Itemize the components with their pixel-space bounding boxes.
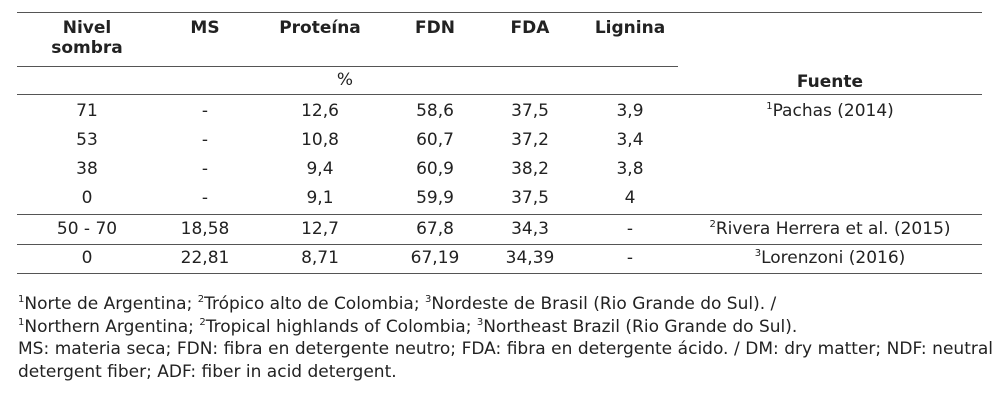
cell-nivel: 38	[76, 159, 98, 179]
cell-lignina: 3,9	[616, 101, 644, 121]
cell-fda: 38,2	[511, 159, 549, 179]
cell-fdn: 60,7	[416, 130, 454, 150]
cell-lignina: -	[626, 219, 634, 239]
cell-lignina: 3,8	[616, 159, 644, 179]
cell-proteina: 12,7	[301, 219, 339, 239]
header-ms: MS	[190, 18, 220, 38]
cell-fdn: 67,8	[416, 219, 454, 239]
header-proteina: Proteína	[279, 18, 361, 38]
cell-nivel: 71	[76, 101, 98, 121]
cell-fuente: $^3$Lorenzoni (2016)	[754, 248, 906, 268]
group-rule-2	[17, 214, 982, 215]
header-lignina: Lignina	[594, 18, 666, 38]
cell-ms: 22,81	[180, 248, 230, 268]
cell-proteina: 9,1	[306, 188, 334, 208]
cell-proteina: 9,4	[306, 159, 334, 179]
group-rule-3	[17, 244, 982, 245]
header-fuente: Fuente	[796, 72, 864, 92]
cell-fda: 37,2	[511, 130, 549, 150]
footnote-regions-es: $^1$Norte de Argentina; $^2$Trópico alto de Colombia; $^3$Nordeste de Brasil (Rio Grande do Sul). /	[18, 294, 777, 314]
header-fdn: FDN	[415, 18, 455, 38]
footnote-regions-en: $^1$Northern Argentina; $^2$Tropical highlands of Colombia; $^3$Northeast Brazil (Rio Grande do Sul).	[18, 316, 798, 337]
cell-fuente: $^1$Pachas (2014)	[766, 101, 894, 121]
header-bottom-rule	[17, 94, 982, 95]
cell-ms: 18,58	[180, 219, 230, 239]
cell-lignina: -	[626, 248, 634, 268]
header-unit-percent: %	[336, 70, 354, 90]
cell-ms: -	[201, 101, 209, 121]
cell-nivel: 0	[81, 248, 93, 268]
cell-fdn: 58,6	[416, 101, 454, 121]
footnotes	[18, 293, 993, 383]
cell-fda: 34,3	[511, 219, 549, 239]
cell-fuente: $^2$Rivera Herrera et al. (2015)	[709, 219, 951, 239]
cell-fda: 37,5	[511, 188, 549, 208]
header-nivel-sombra: Nivel sombra	[51, 18, 123, 58]
cell-nivel: 53	[76, 130, 98, 150]
footnote-abbreviations: MS: materia seca; FDN: fibra en detergente neutro; FDA: fibra en detergente ácido. / DM: dry matter; NDF: neutral detergent fiber; ADF: fiber in acid detergent.	[18, 339, 993, 382]
cell-lignina: 4	[624, 188, 636, 208]
cell-fda: 37,5	[511, 101, 549, 121]
cell-nivel: 50 - 70	[56, 219, 118, 239]
cell-fdn: 60,9	[416, 159, 454, 179]
cell-ms: -	[201, 130, 209, 150]
cell-lignina: 3,4	[616, 130, 644, 150]
table-bottom-rule	[17, 273, 982, 274]
cell-ms: -	[201, 188, 209, 208]
table-top-rule	[17, 12, 982, 13]
header-fda: FDA	[510, 18, 550, 38]
cell-proteina: 10,8	[301, 130, 339, 150]
header-group-rule	[17, 66, 678, 67]
cell-proteina: 12,6	[301, 101, 339, 121]
cell-fdn: 67,19	[410, 248, 460, 268]
cell-fda: 34,39	[505, 248, 555, 268]
cell-fdn: 59,9	[416, 188, 454, 208]
cell-proteina: 8,71	[301, 248, 339, 268]
cell-nivel: 0	[81, 188, 93, 208]
cell-ms: -	[201, 159, 209, 179]
